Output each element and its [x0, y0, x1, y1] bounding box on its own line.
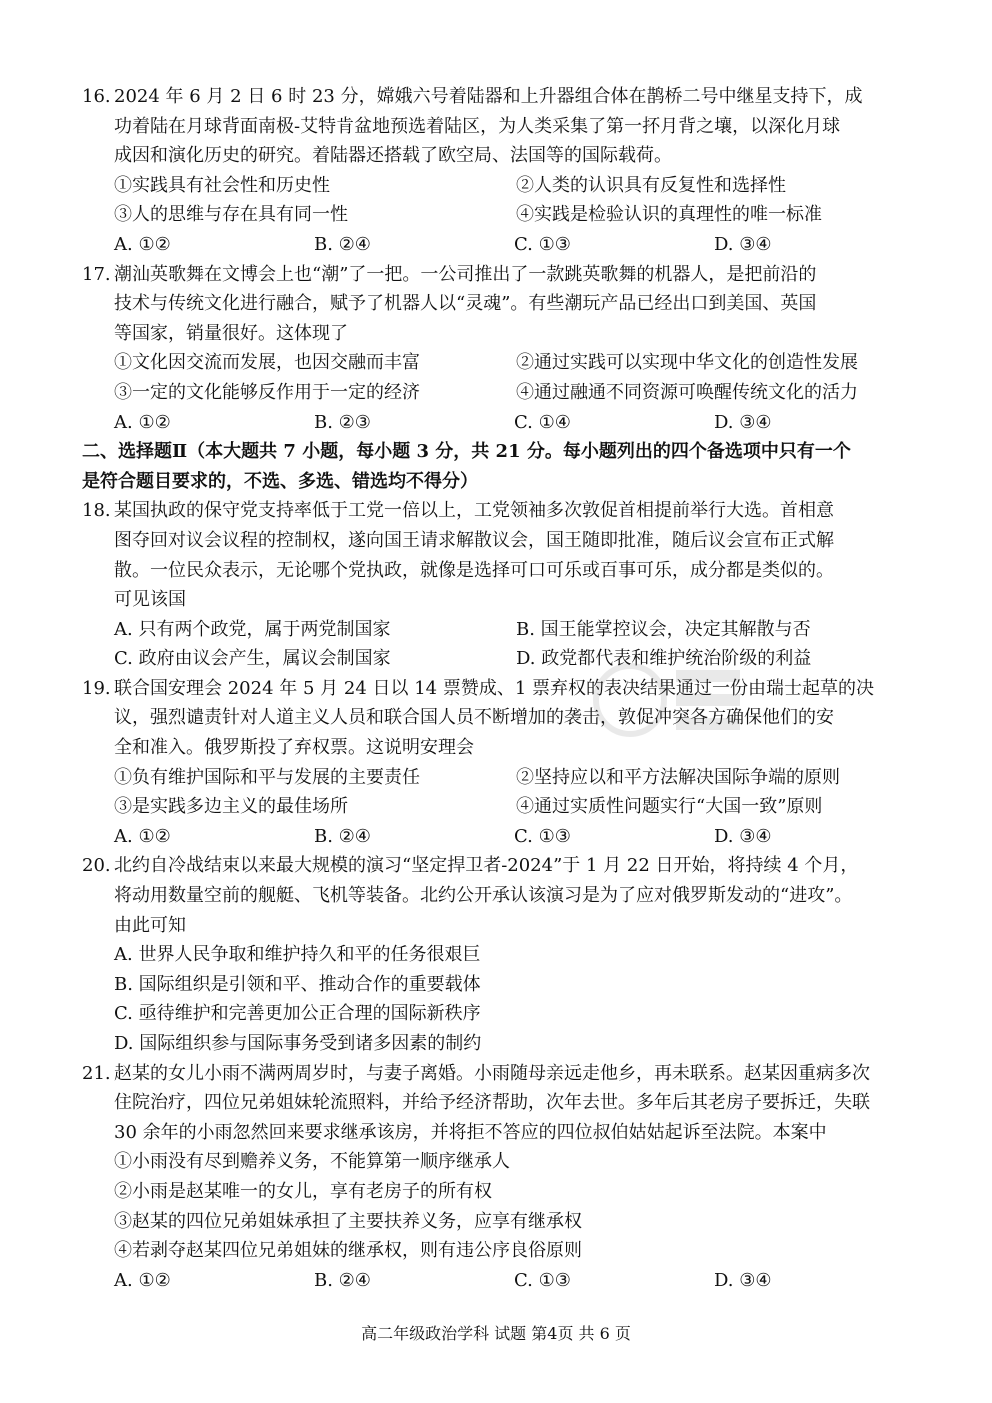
- answer-option-d: D. 政党都代表和维护统治阶级的利益: [516, 648, 812, 670]
- question-18: [82, 496, 918, 674]
- answer-option-b: B. 国际组织是引领和平、推动合作的重要载体: [114, 973, 481, 995]
- answer-option-a: A. 世界人民争取和维护持久和平的任务很艰巨: [114, 944, 481, 966]
- statement-item: ①文化因交流而发展，也因交融而丰富: [114, 352, 420, 374]
- answer-option-d: D. ③④: [714, 825, 772, 847]
- question-17: [82, 260, 918, 438]
- question-stem-line: 议，强烈谴责针对人道主义人员和联合国人员不断增加的袭击，敦促冲突各方确保他们的安: [114, 707, 834, 729]
- answer-option-c: C. ①③: [514, 233, 571, 255]
- statement-item: ①实践具有社会性和历史性: [114, 174, 330, 196]
- statement-item: ④若剥夺赵某四位兄弟姐妹的继承权，则有违公序良俗原则: [114, 1240, 582, 1262]
- answer-option-b: B. ②④: [314, 1269, 371, 1291]
- statement-item: ③赵某的四位兄弟姐妹承担了主要扶养义务，应享有继承权: [114, 1210, 582, 1232]
- question-stem-line: 全和准入。俄罗斯投了弃权票。这说明安理会: [114, 737, 474, 759]
- answer-option-a: A. ①②: [114, 233, 171, 255]
- answer-option-a: A. ①②: [114, 411, 171, 433]
- answer-option-a: A. 只有两个政党，属于两党制国家: [114, 618, 391, 640]
- question-stem-line: 可见该国: [114, 589, 186, 611]
- question-20: [82, 851, 918, 1058]
- question-21: [82, 1059, 918, 1296]
- question-number: 21.: [82, 1062, 111, 1084]
- question-stem-line: 图夺回对议会议程的控制权，遂向国王请求解散议会，国王随即批准，随后议会宣布正式解: [114, 529, 834, 551]
- question-16: [82, 82, 918, 260]
- statement-item: ④实践是检验认识的真理性的唯一标准: [516, 204, 822, 226]
- answer-option-d: D. ③④: [714, 1269, 772, 1291]
- question-stem-line: 散。一位民众表示，无论哪个党执政，就像是选择可口可乐或百事可乐，成分都是类似的。: [114, 559, 834, 581]
- question-19: [82, 674, 918, 852]
- exam-page: [82, 82, 918, 1295]
- question-stem-line: 某国执政的保守党支持率低于工党一倍以上，工党领袖多次敦促首相提前举行大选。首相意: [114, 500, 834, 522]
- statement-item: ②坚持应以和平方法解决国际争端的原则: [516, 766, 840, 788]
- section-heading: [82, 437, 918, 496]
- answer-option-c: C. 亟待维护和完善更加公正合理的国际新秩序: [114, 1003, 481, 1025]
- question-stem-line: 30 余年的小雨忽然回来要求继承该房，并将拒不答应的四位叔伯姑姑起诉至法院。本案中: [114, 1121, 827, 1143]
- answer-option-b: B. ②④: [314, 825, 371, 847]
- question-number: 20.: [82, 855, 111, 877]
- answer-option-d: D. ③④: [714, 233, 772, 255]
- question-stem-line: 2024 年 6 月 2 日 6 时 23 分，嫦娥六号着陆器和上升器组合体在鹊桥二号中继星支持下，成: [114, 86, 863, 107]
- statement-item: ③是实践多边主义的最佳场所: [114, 796, 348, 818]
- statement-item: ③一定的文化能够反作用于一定的经济: [114, 381, 420, 403]
- answer-option-c: C. ①③: [514, 1269, 571, 1291]
- answer-option-b: B. ②③: [314, 411, 371, 433]
- answer-option-b: B. ②④: [314, 233, 371, 255]
- page-footer: 高二年级政治学科 试题 第4页 共 6 页: [361, 1324, 631, 1343]
- answer-option-c: C. ①④: [514, 411, 571, 433]
- answer-option-b: B. 国王能掌控议会，决定其解散与否: [516, 618, 811, 640]
- answer-option-c: C. ①③: [514, 825, 571, 847]
- statement-item: ②通过实践可以实现中华文化的创造性发展: [516, 352, 858, 374]
- statement-item: ④通过融通不同资源可唤醒传统文化的活力: [516, 381, 858, 403]
- answer-option-a: A. ①②: [114, 825, 171, 847]
- question-stem-line: 功着陆在月球背面南极-艾特肯盆地预选着陆区，为人类采集了第一抔月背之壤，以深化月球: [114, 115, 841, 137]
- statement-item: ②人类的认识具有反复性和选择性: [516, 174, 786, 196]
- question-stem-line: 等国家，销量很好。这体现了: [114, 322, 348, 344]
- question-number: 18.: [82, 500, 111, 522]
- statement-item: ①小雨没有尽到赡养义务，不能算第一顺序继承人: [114, 1151, 510, 1173]
- statement-item: ②小雨是赵某唯一的女儿，享有老房子的所有权: [114, 1180, 492, 1202]
- question-stem-line: 潮汕英歌舞在文博会上也“潮”了一把。一公司推出了一款跳英歌舞的机器人，是把前沿的: [114, 263, 817, 285]
- answer-option-a: A. ①②: [114, 1269, 171, 1291]
- answer-option-d: D. 国际组织参与国际事务受到诸多因素的制约: [114, 1033, 482, 1054]
- answer-option-d: D. ③④: [714, 411, 772, 433]
- question-stem-line: 住院治疗，四位兄弟姐妹轮流照料，并给予经济帮助，次年去世。多年后其老房子要拆迁，失联: [114, 1092, 870, 1114]
- section-heading-line: 二、选择题Ⅱ（本大题共 7 小题，每小题 3 分，共 21 分。每小题列出的四个备选项中只有一个: [82, 441, 851, 463]
- question-stem-line: 将动用数量空前的舰艇、飞机等装备。北约公开承认该演习是为了应对俄罗斯发动的“进攻”。: [114, 885, 853, 907]
- answer-option-c: C. 政府由议会产生，属议会制国家: [114, 648, 391, 670]
- question-stem-line: 联合国安理会 2024 年 5 月 24 日以 14 票赞成、1 票弃权的表决结果通过一份由瑞士起草的决: [114, 677, 875, 699]
- section-heading-line: 是符合题目要求的，不选、多选、错选均不得分）: [82, 470, 478, 492]
- question-stem-line: 北约自冷战结束以来最大规模的演习“坚定捍卫者-2024”于 1 月 22 日开始，将持续 4 个月，: [114, 855, 859, 877]
- question-stem-line: 赵某的女儿小雨不满两周岁时，与妻子离婚。小雨随母亲远走他乡，再未联系。赵某因重病多次: [114, 1062, 870, 1084]
- question-stem-line: 技术与传统文化进行融合，赋予了机器人以“灵魂”。有些潮玩产品已经出口到美国、英国: [114, 293, 817, 315]
- question-number: 17.: [82, 263, 111, 285]
- statement-item: ③人的思维与存在具有同一性: [114, 204, 348, 226]
- statement-item: ①负有维护国际和平与发展的主要责任: [114, 766, 420, 788]
- question-number: 16.: [82, 86, 111, 107]
- question-number: 19.: [82, 677, 111, 699]
- statement-item: ④通过实质性问题实行“大国一致”原则: [516, 796, 823, 818]
- question-stem-line: 由此可知: [114, 914, 186, 936]
- question-stem-line: 成因和演化历史的研究。着陆器还搭载了欧空局、法国等的国际载荷。: [114, 145, 672, 167]
